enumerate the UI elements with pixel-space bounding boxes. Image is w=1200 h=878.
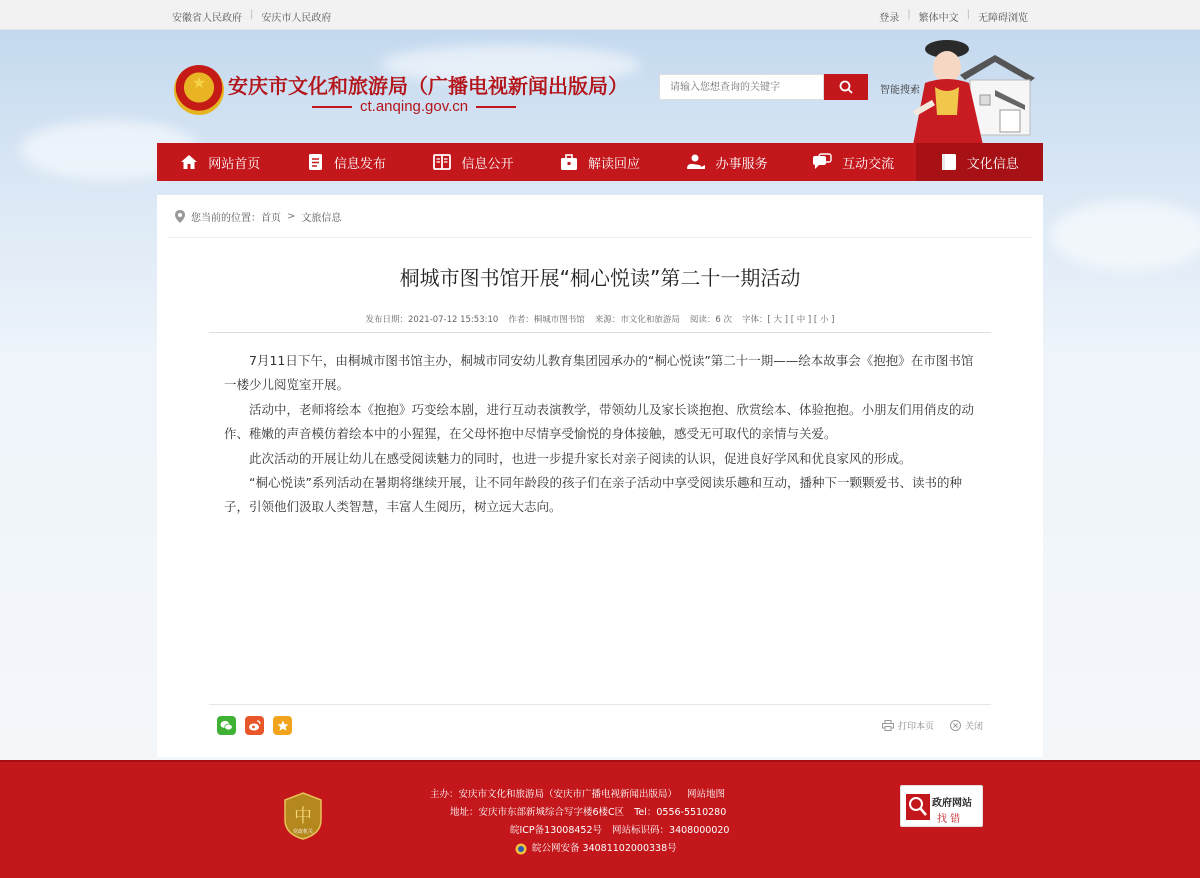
- nav-info-disclosure[interactable]: [410, 143, 537, 181]
- breadcrumb: [175, 209, 341, 224]
- search-input[interactable]: [659, 74, 824, 100]
- footer-address: 地址：安庆市东部新城综合写字楼6楼C区: [450, 807, 625, 818]
- favorite-share-button[interactable]: [273, 716, 292, 735]
- nav-info-release[interactable]: [284, 143, 411, 181]
- footer-info: [430, 786, 770, 858]
- print-label: 打印本页: [897, 722, 934, 732]
- breadcrumb-prefix: 您当前的位置：首页: [191, 213, 281, 224]
- paragraph: “桐心悦读”系列活动在暑期将继续开展，让不同年龄段的孩子们在亲子活动中享受阅读乐趣和互动，播种下一颗颗爱书、读书的种子，引领他们汲取人类智慧，丰富人生阅历，树立远大志向。: [224, 475, 962, 515]
- article-source: 来源：市文化和旅游局: [594, 315, 680, 325]
- nav-interpretation[interactable]: [537, 143, 664, 181]
- nav-interpretation-label: 解读回应: [588, 156, 641, 172]
- search-button[interactable]: [824, 74, 868, 100]
- publish-date: 发布日期：2021-07-12 15:53:10: [365, 315, 499, 325]
- svg-text:中: 中: [294, 806, 312, 827]
- paragraph: 此次活动的开展让幼儿在感受阅读魅力的同时，也进一步提升家长对亲子阅读的认识，促进良好学风和优良家风的形成。: [249, 450, 912, 466]
- gov-badge-title: 政府网站: [932, 798, 972, 809]
- nav-info-disclosure-label: 信息公开: [461, 156, 514, 172]
- nav-home-label: 网站首页: [208, 156, 261, 172]
- star-icon: [277, 720, 289, 732]
- close-button[interactable]: [950, 719, 983, 732]
- site-domain-row: [312, 98, 516, 115]
- nav-services[interactable]: [663, 143, 790, 181]
- magnifier-icon: [905, 792, 931, 822]
- divider: [209, 332, 991, 333]
- weibo-icon: [248, 720, 261, 731]
- notebook-icon: [941, 153, 957, 171]
- divider: [209, 704, 991, 705]
- printer-icon: [882, 720, 894, 731]
- close-icon: [950, 720, 961, 731]
- paragraph: 活动中，老师将绘本《抱抱》巧变绘本剧，进行互动表演教学，带领幼儿及家长谈抱抱、欣赏绘本、体验抱抱。小朋友们用俏皮的动作、稚嫩的声音模仿着绘本中的小猩猩，在父母怀抱中尽情享受愉悦的身体接触，感受无可取代的亲情与关爱。: [224, 401, 975, 442]
- police-badge-icon: [515, 843, 527, 855]
- weibo-share-button[interactable]: [245, 716, 264, 735]
- national-emblem-logo: ★: [174, 65, 224, 115]
- nav-info-release-label: 信息发布: [333, 156, 386, 172]
- article-body: [224, 349, 976, 520]
- chat-icon: [812, 153, 832, 171]
- police-record-link[interactable]: 皖公网安备 34081102000338号: [532, 843, 677, 854]
- gov-website-error-report-button[interactable]: [900, 785, 983, 827]
- icp-link[interactable]: 皖ICP备13008452号: [510, 825, 603, 836]
- service-icon: [686, 153, 706, 171]
- briefcase-icon: [560, 154, 578, 171]
- breadcrumb-home-link[interactable]: 首页: [261, 213, 281, 224]
- nav-interaction[interactable]: [790, 143, 917, 181]
- search-icon: [839, 80, 853, 94]
- site-domain: ct.anqing.gov.cn: [360, 98, 469, 115]
- divider: [167, 237, 1033, 238]
- view-count: 阅读：6 次: [689, 315, 732, 325]
- article-tools: [882, 719, 983, 732]
- close-label: 关闭: [964, 722, 983, 732]
- main-nav: [157, 143, 1043, 181]
- site-code: 网站标识码：3408000020: [612, 825, 730, 836]
- print-button[interactable]: [882, 719, 934, 732]
- document-icon: [308, 153, 324, 171]
- nav-home[interactable]: [157, 143, 284, 181]
- paragraph: 7月11日下午，由桐城市图书馆主办，桐城市同安幼儿教育集团园承办的“桐心悦读”第二十一期——绘本故事会《抱抱》在市图书馆一楼少儿阅览室开展。: [224, 353, 974, 393]
- breadcrumb-separator: >: [287, 211, 296, 222]
- article-title: 桐城市图书馆开展“桐心悦读”第二十一期活动: [399, 266, 801, 290]
- article-card: [157, 195, 1043, 757]
- wechat-icon: [220, 720, 233, 731]
- link-anhui-gov[interactable]: 安徽省人民政府: [172, 13, 242, 24]
- party-government-badge[interactable]: [283, 792, 323, 840]
- sitemap-link[interactable]: 网站地图: [687, 789, 726, 800]
- book-icon: [433, 153, 451, 171]
- gov-badge-subtitle: 找 错: [937, 814, 961, 825]
- party-badge-text: 党政机关: [292, 829, 314, 835]
- location-pin-icon: [175, 210, 185, 223]
- breadcrumb-current-link[interactable]: 文旅信息: [301, 213, 342, 224]
- link-anqing-gov[interactable]: 安庆市人民政府: [261, 13, 332, 24]
- smart-search-link[interactable]: 智能搜索: [880, 85, 920, 96]
- traditional-chinese-link[interactable]: 繁体中文: [918, 13, 959, 24]
- nav-culture-info[interactable]: [916, 143, 1043, 181]
- accessibility-link[interactable]: 无障碍浏览: [978, 13, 1028, 24]
- font-size-controls[interactable]: 字体：[ 大 ] [ 中 ] [ 小 ]: [741, 315, 835, 325]
- nav-services-label: 办事服务: [715, 156, 768, 172]
- article-meta: [157, 313, 1043, 325]
- home-icon: [180, 153, 198, 171]
- article-author: 作者：桐城市图书馆: [508, 315, 585, 325]
- cloud-decoration: [1050, 200, 1200, 270]
- nav-culture-info-label: 文化信息: [966, 156, 1019, 172]
- footer: [0, 760, 1200, 878]
- opera-performer-illustration: [905, 35, 990, 145]
- login-link[interactable]: 登录: [879, 13, 900, 24]
- share-bar: [217, 716, 292, 735]
- footer-host: 主办：安庆市文化和旅游局（安庆市广播电视新闻出版局）: [430, 789, 678, 800]
- wechat-share-button[interactable]: [217, 716, 236, 735]
- top-bar: 安徽省人民政府 | 安庆市人民政府 登录 | 繁体中文 | 无障碍浏览: [0, 0, 1200, 30]
- footer-tel: Tel：0556-5510280: [634, 807, 727, 818]
- site-title: 安庆市文化和旅游局（广播电视新闻出版局）: [228, 74, 628, 98]
- nav-interaction-label: 互动交流: [842, 156, 895, 172]
